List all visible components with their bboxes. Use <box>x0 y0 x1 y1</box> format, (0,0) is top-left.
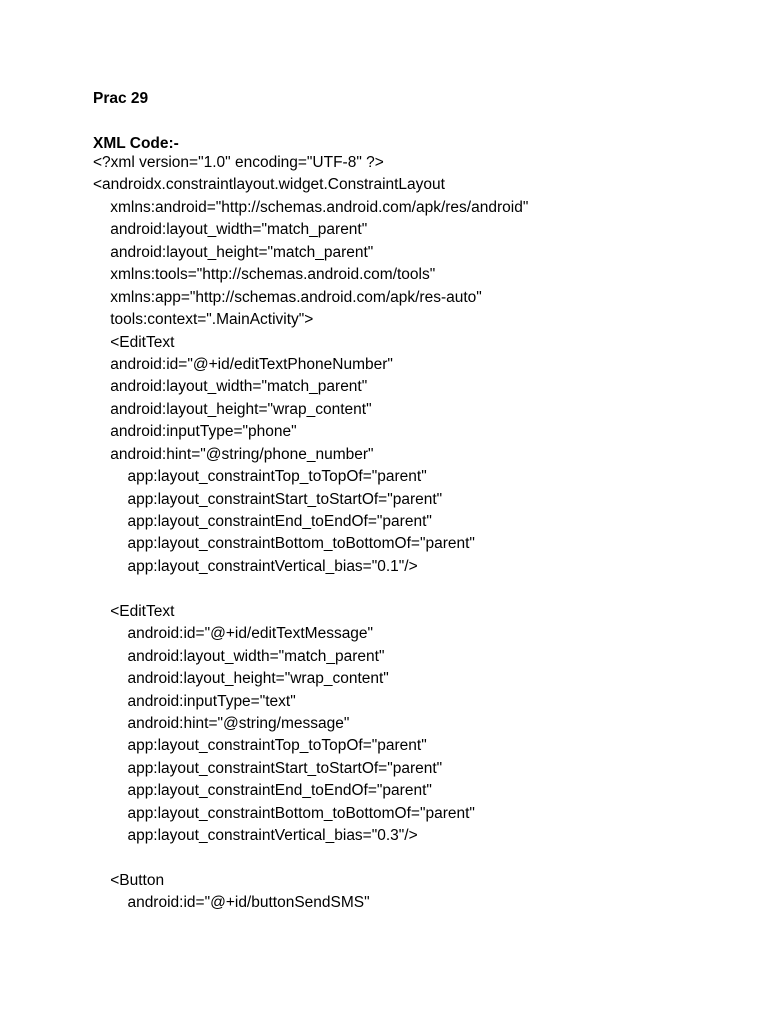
code-line: <?xml version="1.0" encoding="UTF-8" ?> <box>93 154 384 171</box>
code-line: android:layout_width="match_parent" <box>93 647 385 665</box>
code-line: <androidx.constraintlayout.widget.ConstraintLayout <box>93 176 445 194</box>
code-line: xmlns:android="http://schemas.android.com/apk/res/android" <box>93 198 529 216</box>
code-line: app:layout_constraintStart_toStartOf="parent" <box>93 490 443 508</box>
section-heading: XML Code:- <box>93 135 179 152</box>
code-line: app:layout_constraintEnd_toEndOf="parent" <box>93 782 432 800</box>
code-line: app:layout_constraintEnd_toEndOf="parent" <box>93 513 432 530</box>
code-line: android:layout_height="wrap_content" <box>93 670 389 688</box>
code-line: app:layout_constraintTop_toTopOf="parent" <box>93 468 427 486</box>
code-line: android:id="@+id/editTextMessage" <box>93 625 374 643</box>
code-line <box>93 578 528 600</box>
code-line: app:layout_constraintVertical_bias="0.1"/> <box>93 557 418 575</box>
code-line: android:layout_width="match_parent" <box>93 378 368 396</box>
code-line: app:layout_constraintVertical_bias="0.3"/> <box>93 827 418 845</box>
code-line: app:layout_constraintBottom_toBottomOf="parent" <box>93 535 475 553</box>
code-line: tools:context=".MainActivity"> <box>93 311 314 329</box>
code-line: android:id="@+id/buttonSendSMS" <box>93 894 370 912</box>
code-line: android:layout_width="match_parent" <box>93 221 368 239</box>
code-line: <EditText <box>93 333 175 351</box>
code-line <box>93 848 528 870</box>
code-block <box>93 152 528 915</box>
code-line: android:hint="@string/message" <box>93 714 350 732</box>
code-line: android:hint="@string/phone_number" <box>93 445 374 463</box>
code-line: app:layout_constraintStart_toStartOf="parent" <box>93 759 443 777</box>
code-line: <Button <box>93 872 165 889</box>
code-line: android:layout_height="match_parent" <box>93 243 374 261</box>
code-line: <EditText <box>93 602 175 620</box>
code-line: xmlns:app="http://schemas.android.com/apk/res-auto" <box>93 288 482 306</box>
code-line: app:layout_constraintTop_toTopOf="parent" <box>93 737 427 755</box>
code-line: android:id="@+id/editTextPhoneNumber" <box>93 355 393 373</box>
code-line: android:layout_height="wrap_content" <box>93 400 372 418</box>
code-line: xmlns:tools="http://schemas.android.com/tools" <box>93 266 436 284</box>
code-line: android:inputType="text" <box>93 692 296 710</box>
code-line: android:inputType="phone" <box>93 423 297 441</box>
code-line: app:layout_constraintBottom_toBottomOf="parent" <box>93 804 475 822</box>
document-title: Prac 29 <box>93 90 149 107</box>
